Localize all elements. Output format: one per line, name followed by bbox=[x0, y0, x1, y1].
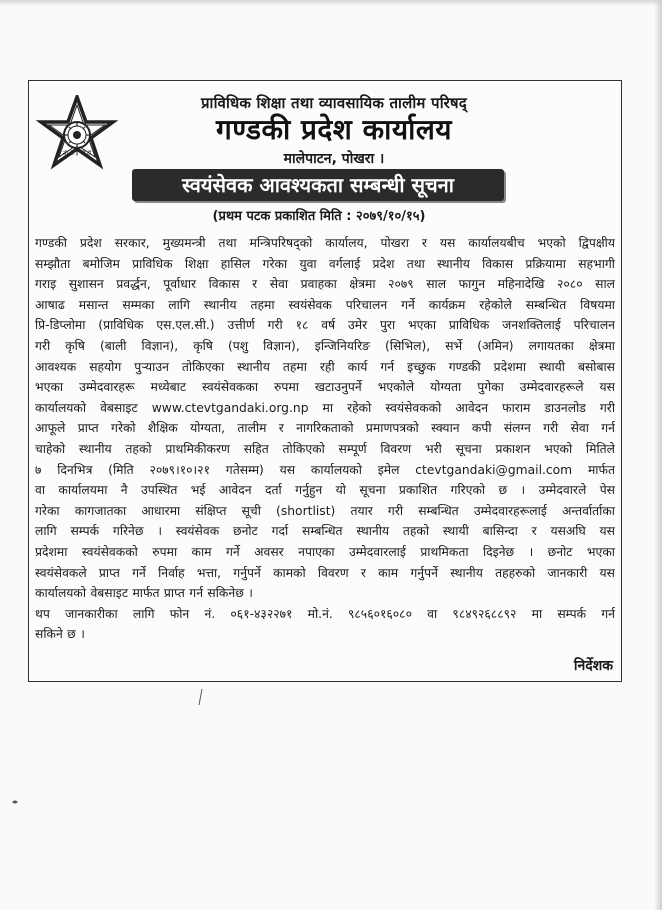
scan-edge-right bbox=[654, 0, 662, 910]
header bbox=[129, 93, 539, 169]
body-line: आषाढ मसान्त सम्मका लागि स्थानीय तहमा स्वयंसेवक परिचालन गर्ने कार्यक्रम रहेकोले सम्बन्धित विषयमा bbox=[35, 297, 615, 312]
body-line: सम्झौता बमोजिम प्राविधिक शिक्षा हासिल गरेका युवा वर्गलाई प्रदेश तथा स्थानीय विकास प्रक्रियामा सहभागी bbox=[35, 256, 615, 271]
star-emblem-icon bbox=[35, 95, 119, 179]
notice-body bbox=[35, 233, 615, 645]
council-name: प्राविधिक शिक्षा तथा व्यावसायिक तालीम परिषद् bbox=[201, 94, 467, 112]
office-name: गण्डकी प्रदेश कार्यालय bbox=[215, 113, 453, 146]
office-location: मालेपाटन, पोखरा । bbox=[283, 151, 385, 167]
body-line: स्वयंसेवकले प्राप्त गर्ने निर्वाह भत्ता, गर्नुपर्ने कामको विवरण र काम गर्नुपर्ने स्थानीय तहहरुको जानकारी यस bbox=[35, 565, 615, 580]
body-line: भएका उम्मेदवारहरू मध्येबाट स्वयंसेवकका रुपमा खटाउनुपर्ने भएकोले योग्यता पुगेका उम्मेदवारहरूले यस bbox=[35, 380, 615, 395]
body-line: गराइ सुशासन प्रवर्द्धन, पूर्वाधार विकास र सेवा प्रवाहका क्षेत्रमा २०७९ साल फागुन महिनादेखि २०८० साल bbox=[35, 277, 615, 292]
scan-edge-top bbox=[0, 0, 662, 6]
publication-date: (प्रथम पटक प्रकाशित मिति : २०७९/१०/१५) bbox=[212, 209, 426, 224]
body-line: गरेका कागजातका आधारमा संक्षिप्त सूची (shortlist) तयार गरी सम्बन्धित उम्मेदवारहरूलाई अन्तर्वार्ताका bbox=[35, 503, 615, 518]
body-line: सकिने छ । bbox=[35, 627, 85, 642]
body-line: लागि सम्पर्क गरिनेछ । स्वयंसेवक छनोट गर्दा सम्बन्धित स्थानीय तहको स्थायी बासिन्दा र यसअघि यस bbox=[35, 524, 615, 539]
body-line: प्रि-डिप्लोमा (प्राविधिक एस.एल.सी.) उत्तीर्ण गरी १८ वर्ष उमेर पुरा भएका प्राविधिक जनशक्तिलाई परिचालन bbox=[35, 318, 615, 333]
body-line: ७ दिनभित्र (मिति २०७९।१०।२१ गतेसम्म) यस कार्यालयको इमेल ctevtgandaki@gmail.com मार्फत bbox=[35, 462, 615, 477]
body-line: गण्डकी प्रदेश सरकार, मुख्यमन्त्री तथा मन्त्रिपरिषद्को कार्यालय, पोखरा र यस कार्यालयबीच भएको द्विपक्षीय bbox=[35, 236, 615, 250]
body-line: वा कार्यालयमा नै उपस्थित भई आवेदन दर्ता गर्नुहुन यो सूचना प्रकाशित गरिएको छ । उम्मेदवारले पेस bbox=[35, 483, 615, 498]
dot-mark bbox=[12, 800, 18, 804]
paragraph-1 bbox=[35, 233, 615, 604]
body-line: आफूले प्राप्त गरेको शैक्षिक योग्यता, तालीम र नागरिकताको प्रमाणपत्रको स्क्यान कपी संलग्न गरी सेवा गर्न bbox=[35, 421, 615, 436]
emblem-text: सी टी ई भी टी bbox=[62, 151, 92, 157]
notice-title: स्वयंसेवक आवश्यकता सम्बन्धी सूचना bbox=[132, 169, 504, 201]
pen-mark bbox=[196, 688, 206, 706]
body-line: कार्यालयको वेबसाइट मार्फत प्राप्त गर्न सकिनेछ । bbox=[35, 586, 253, 601]
body-line: आवश्यक सहयोग पुऱ्याउन तोकिएका स्थानीय तहमा रही कार्य गर्न इच्छुक गण्डकी प्रदेशमा स्थायी बसोबास bbox=[35, 359, 615, 374]
body-line: कार्यालयको वेबसाइट www.ctevtgandaki.org.np मा रहेको स्वयंसेवकको आवेदन फाराम डाउनलोड गरी bbox=[35, 400, 615, 415]
body-line: थप जानकारीका लागि फोन नं. ०६१-४३२२७१ मो.नं. ९८५६०१६०८० वा ९८४९२६८८९२ मा सम्पर्क गर्न bbox=[35, 606, 615, 621]
signature-director: निर्देशक bbox=[573, 658, 613, 674]
body-line: गरी कृषि (बाली विज्ञान), कृषि (पशु विज्ञान), इन्जिनियरिङ (सिभिल), सर्भे (अमिन) लगायतका क्षेत्रमा bbox=[35, 338, 615, 353]
body-line: चाहेको स्थानीय तहको प्राथमिकीकरण सहित तोकिएको सम्पूर्ण विवरण भरी सूचना प्रकाशन भएको मितिले bbox=[35, 441, 615, 456]
notice-box bbox=[28, 80, 622, 682]
paragraph-2 bbox=[35, 604, 615, 645]
body-line: प्रदेशमा स्वयंसेवकको रुपमा काम गर्ने अवसर नपाएका उम्मेदवारलाई प्राथमिकता दिइनेछ । छनोट भएका bbox=[35, 544, 615, 559]
